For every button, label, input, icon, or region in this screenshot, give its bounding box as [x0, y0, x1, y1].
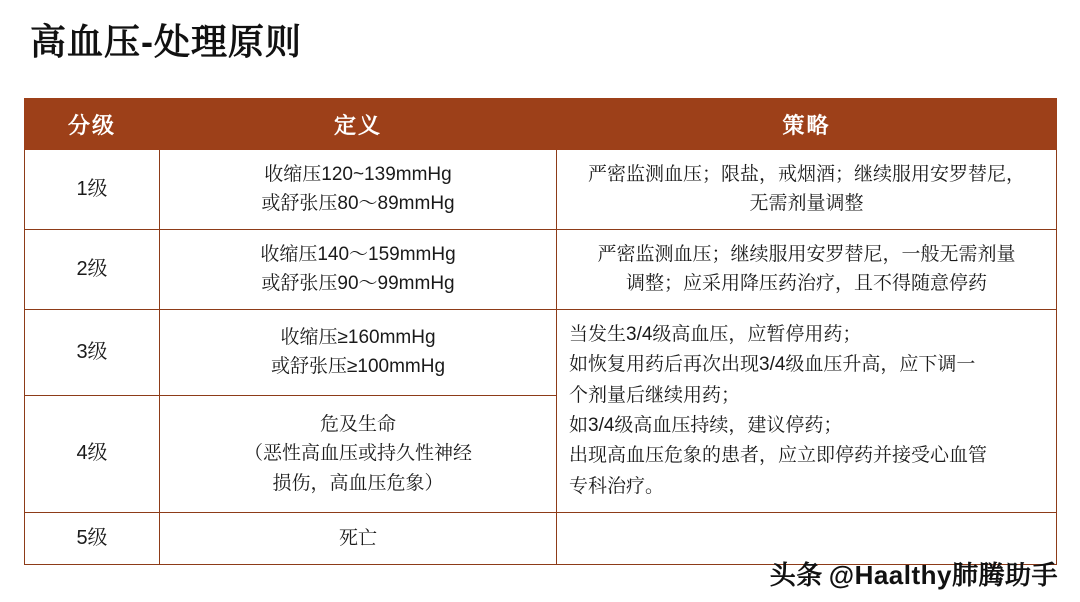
- definition-cell: [160, 309, 557, 395]
- definition-line: 收缩压120~139mmHg: [264, 164, 452, 185]
- strategy-line: 出现高血压危象的患者，应立即停药并接受心血管: [569, 445, 988, 467]
- strategy-line: 如3/4级高血压持续，建议停药；: [569, 414, 843, 436]
- definition-line: 损伤，高血压危象）: [272, 472, 444, 494]
- strategy-line: 当发生3/4级高血压，应暂停用药；: [569, 323, 862, 345]
- definition-cell: [160, 395, 557, 513]
- grade-cell: 1级: [25, 150, 160, 230]
- strategy-cell-merged: [557, 309, 1057, 512]
- watermark: [770, 555, 1058, 592]
- definition-line: （恶性高血压或持久性神经: [243, 443, 472, 465]
- table-header: [25, 99, 1057, 150]
- column-header-strategy: 策略: [557, 99, 1057, 150]
- definition-line: 收缩压≥160mmHg: [280, 326, 436, 348]
- table-row: [25, 150, 1057, 230]
- table-row: [25, 229, 1057, 309]
- column-header-grade: 分级: [25, 99, 160, 150]
- definition-cell: [160, 229, 557, 309]
- definition-line: 死亡: [338, 527, 377, 549]
- definition-line: 或舒张压90～99mmHg: [261, 273, 455, 295]
- strategy-line: 个剂量后继续用药；: [569, 384, 741, 406]
- strategy-line: 调整；应采用降压药治疗，且不得随意停药: [625, 273, 987, 295]
- table-row: [25, 309, 1057, 395]
- strategy-line: 严密监测血压；限盐，戒烟酒；继续服用安罗替尼，: [587, 164, 1025, 185]
- grade-cell: 4级: [25, 395, 160, 513]
- strategy-line: 严密监测血压；继续服用安罗替尼，一般无需剂量: [597, 243, 1016, 265]
- watermark-text: @Haalthy肺腾助手: [828, 560, 1058, 590]
- column-header-definition: 定义: [160, 99, 557, 150]
- definition-cell: [160, 150, 557, 230]
- grade-cell: 3级: [25, 309, 160, 395]
- watermark-logo: 头条: [769, 560, 823, 590]
- strategy-cell: [557, 229, 1057, 309]
- grade-cell: 2级: [25, 229, 160, 309]
- strategy-line: 如恢复用药后再次出现3/4级血压升高，应下调一: [569, 354, 976, 376]
- strategy-line: 无需剂量调整: [749, 193, 864, 215]
- definition-line: 或舒张压80～89mmHg: [261, 193, 455, 215]
- table-body: [25, 150, 1057, 565]
- hypertension-management-table: [24, 98, 1057, 565]
- page-title: 高血压-处理原则: [30, 21, 302, 62]
- definition-line: 或舒张压≥100mmHg: [270, 356, 446, 378]
- definition-cell: [160, 513, 557, 565]
- definition-line: 危及生命: [319, 413, 396, 435]
- strategy-cell: [557, 150, 1057, 230]
- table-header-row: [25, 99, 1057, 150]
- grade-cell: 5级: [25, 513, 160, 565]
- definition-line: 收缩压140～159mmHg: [260, 243, 456, 265]
- strategy-line: 专科治疗。: [569, 475, 665, 497]
